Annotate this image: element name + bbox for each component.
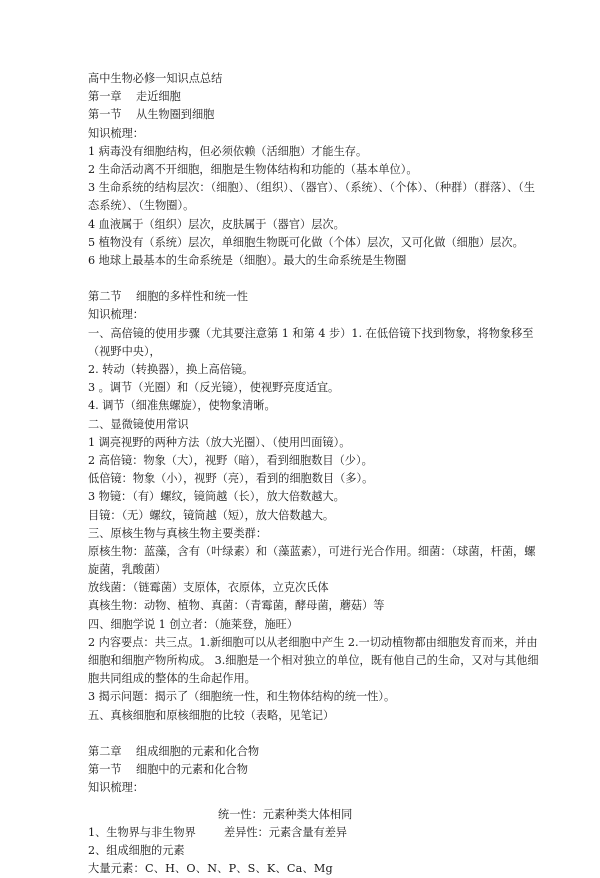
document-page [88,70,539,878]
chapter-name: 组成细胞的元素和化合物 [136,744,260,758]
bio-left-text: 1、生物界与非生物界 [88,825,196,839]
elements-heading: 2、组成细胞的元素 [88,843,185,857]
section-2-heading [88,288,528,306]
knowledge-review-label: 知识梳理： [88,781,144,795]
spacer [88,270,528,288]
section-label: 第二节 [88,290,122,304]
text-line: 原核生物：蓝藻，含有（叶绿素）和（藻蓝素），可进行光合作用。细菌：（球菌，杆菌，螺 [88,544,536,558]
text-line: 目镜：（无）螺纹，镜筒越（短），放大倍数越大。 [88,508,335,522]
text-line: 3 生命系统的结构层次：（细胞）、（组织）、（器官）、（系统）、（个体）、（种群）（群落）、（生 [88,181,535,195]
section-label: 第一节 [88,763,122,777]
text-line: （视野中央）， [88,344,161,358]
section-1-heading [88,106,528,124]
macro-elements-line: 大量元素：C、H、O、N、P、S、K、Ca、Mg [88,862,333,876]
spacer [88,798,528,806]
text-line: 2 内容要点：共三点。1.新细胞可以从老细胞中产生 2.一切动植物都由细胞发育而来，并由 [88,635,538,649]
text-line: 二、显微镜使用常识 [88,417,189,431]
text-line: 胞共同组成的整体的生命起作用。 [88,672,256,686]
text-line: 3 物镜：（有）螺纹，镜筒越（长），放大倍数越大。 [88,490,345,504]
document-title: 高中生物必修一知识点总结 [88,72,223,85]
text-line: 放线菌：（链霉菌）支原体，衣原体，立克次氏体 [88,581,329,595]
text-line: 一、高倍镜的使用步骤（尤其要注意第 1 和第 4 步）1. 在低倍镜下找到物象，将物象移至 [88,326,534,340]
knowledge-review-label: 知识梳理： [88,126,144,140]
section-name: 从生物圈到细胞 [136,108,215,122]
section-label: 第一节 [88,108,122,122]
text-line: 细胞和细胞产物所构成。 3.细胞是一个相对独立的单位，既有他自己的生命，又对与其他细 [88,654,539,667]
unity-text: 统一性：元素种类大体相同 [218,807,353,821]
chapter-1-heading [88,88,528,106]
text-line: 1 调亮视野的两种方法（放大光圈）、（使用凹面镜）。 [88,435,351,449]
section-name: 细胞中的元素和化合物 [136,763,248,777]
text-line: 五、真核细胞和原核细胞的比较（表略，见笔记） [88,708,335,722]
chapter-2-heading [88,743,528,761]
section-name: 细胞的多样性和统一性 [136,290,248,304]
text-line: 2 高倍镜：物象（大），视野（暗），看到细胞数目（少）。 [88,453,373,467]
section-3-heading [88,761,528,779]
spacer [88,725,528,743]
text-line: 4. 调节（细准焦螺旋），使物象清晰。 [88,399,276,413]
chapter-name: 走近细胞 [136,90,181,104]
text-line: 3 揭示问题：揭示了（细胞统一性，和生物体结构的统一性）。 [88,690,396,704]
text-line: 2 生命活动离不开细胞，细胞是生物体结构和功能的（基本单位）。 [88,162,418,176]
text-line: 四、细胞学说 1 创立者：（施莱登，施旺） [88,617,299,631]
text-line: 6 地球上最基本的生命系统是（细胞）。最大的生命系统是生物圈 [88,253,407,267]
text-line: 1 病毒没有细胞结构，但必须依赖（活细胞）才能生存。 [88,144,368,158]
text-line: 三、原核生物与真核生物主要类群： [88,526,268,540]
chapter-label: 第一章 [88,90,122,104]
bio-comparison-line [88,824,528,842]
text-line: 旋菌，乳酸菌） [88,563,167,577]
text-line: 3 。调节（光圈）和（反光镜），使视野亮度适宜。 [88,381,340,395]
knowledge-review-label: 知识梳理： [88,308,144,322]
text-line: 真核生物：动物、植物、真菌：（青霉菌，酵母菌，蘑菇）等 [88,599,385,613]
text-line: 4 血液属于（组织）层次，皮肤属于（器官）层次。 [88,217,345,231]
text-line: 低倍镜：物象（小），视野（亮），看到的细胞数目（多）。 [88,472,374,486]
chapter-label: 第二章 [88,744,122,758]
text-line: 5 植物没有（系统）层次，单细胞生物既可化做（个体）层次，又可化做（细胞）层次。 [88,235,524,249]
text-line: 2. 转动（转换器），换上高倍镜。 [88,363,254,376]
text-line: 态系统）、（生物圈）。 [88,199,195,213]
bio-right-text: 差异性：元素含量有差异 [224,825,348,839]
unity-line [88,806,528,824]
